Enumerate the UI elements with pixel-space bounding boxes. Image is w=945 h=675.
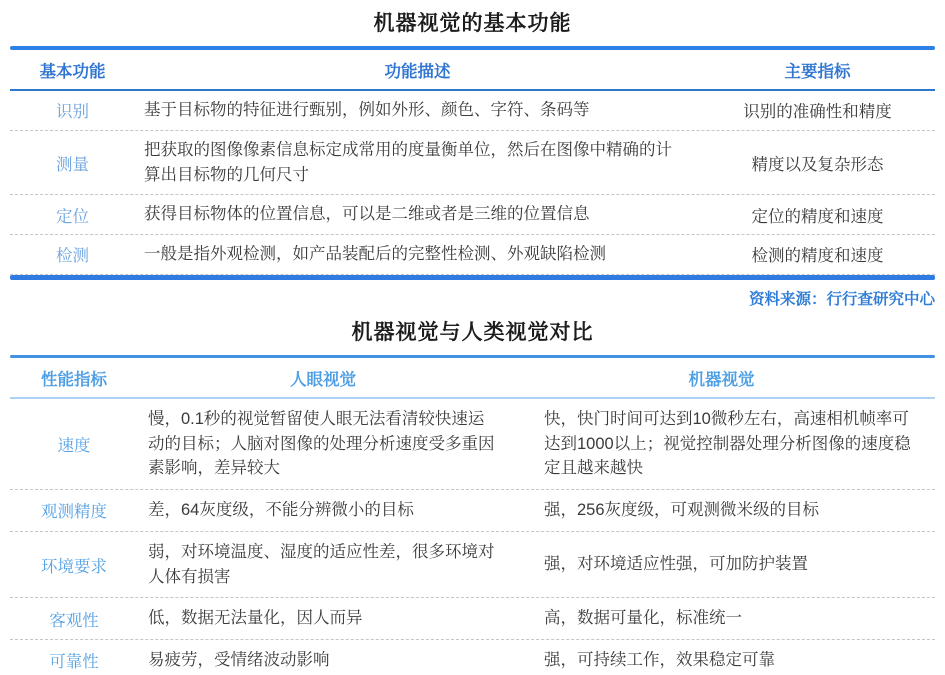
table-row — [10, 91, 935, 131]
table1-col-header-function: 基本功能 — [39, 63, 106, 81]
row-machine-vision: 快，快门时间可达到10微秒左右，高速相机帧率可达到1000以上；视觉控制器处理分析图像的速度稳定且越来越快 — [544, 409, 911, 478]
row-label: 环境要求 — [41, 557, 107, 576]
table1-col-header-description: 功能描述 — [384, 63, 451, 81]
table2-col-header-human: 人眼视觉 — [290, 370, 356, 389]
table1 — [10, 46, 935, 280]
row-indicator: 精度以及复杂形态 — [751, 155, 884, 174]
row-description: 一般是指外观检测，如产品装配后的完整性检测、外观缺陷检测 — [144, 245, 606, 263]
table2-col-header-machine: 机器视觉 — [688, 370, 755, 389]
row-label: 可靠性 — [49, 653, 99, 672]
table-row — [10, 131, 935, 196]
row-label: 速度 — [57, 436, 91, 455]
table2-title: 机器视觉与人类视觉对比 — [351, 320, 594, 344]
table2-header-row — [10, 358, 935, 397]
row-machine-vision: 强，256灰度级，可观测微米级的目标 — [544, 501, 820, 519]
row-description: 把获取的图像像素信息标定成常用的度量衡单位，然后在图像中精确的计算出目标物的几何尺寸 — [144, 140, 672, 184]
row-label: 定位 — [56, 207, 89, 226]
table2-col-header-metric: 性能指标 — [41, 370, 107, 389]
source-note: 资料来源：行行查研究中心 — [748, 290, 935, 308]
row-human-vision: 差，64灰度级，不能分辨微小的目标 — [148, 501, 414, 519]
table-row — [10, 195, 935, 235]
row-label: 客观性 — [49, 611, 99, 630]
table1-title: 机器视觉的基本功能 — [373, 12, 572, 35]
table-row — [10, 399, 935, 490]
row-label: 识别 — [56, 103, 89, 122]
table2 — [10, 355, 935, 675]
table-row — [10, 235, 935, 275]
row-machine-vision: 高，数据可量化，标准统一 — [544, 609, 742, 628]
table-row — [10, 532, 935, 599]
row-indicator: 定位的精度和速度 — [751, 207, 884, 226]
table-row — [10, 490, 935, 532]
row-label: 测量 — [56, 155, 89, 174]
table-row — [10, 640, 935, 675]
row-machine-vision: 强，对环境适应性强，可加防护装置 — [544, 555, 808, 574]
row-human-vision: 低，数据无法量化，因人而异 — [148, 609, 363, 628]
row-human-vision: 弱，对环境温度、湿度的适应性差，很多环境对人体有损害 — [148, 542, 495, 586]
row-label: 观测精度 — [41, 503, 107, 522]
table1-col-header-indicator: 主要指标 — [784, 63, 851, 81]
row-human-vision: 易疲劳，受情绪波动影响 — [148, 651, 330, 669]
row-description: 基于目标物的特征进行甄别，例如外形、颜色、字符、条码等 — [144, 101, 590, 119]
row-description: 获得目标物体的位置信息，可以是二维或者是三维的位置信息 — [144, 205, 590, 224]
row-indicator: 检测的精度和速度 — [751, 247, 884, 266]
table1-header-row — [10, 50, 935, 89]
row-indicator: 识别的准确性和精度 — [743, 103, 892, 122]
table-row — [10, 598, 935, 640]
row-machine-vision: 强，可持续工作，效果稳定可靠 — [544, 651, 775, 669]
row-label: 检测 — [56, 247, 89, 266]
row-human-vision: 慢，0.1秒的视觉暂留使人眼无法看清较快速运动的目标；人脑对图像的处理分析速度受多重因素影响，差异较大 — [148, 409, 495, 478]
